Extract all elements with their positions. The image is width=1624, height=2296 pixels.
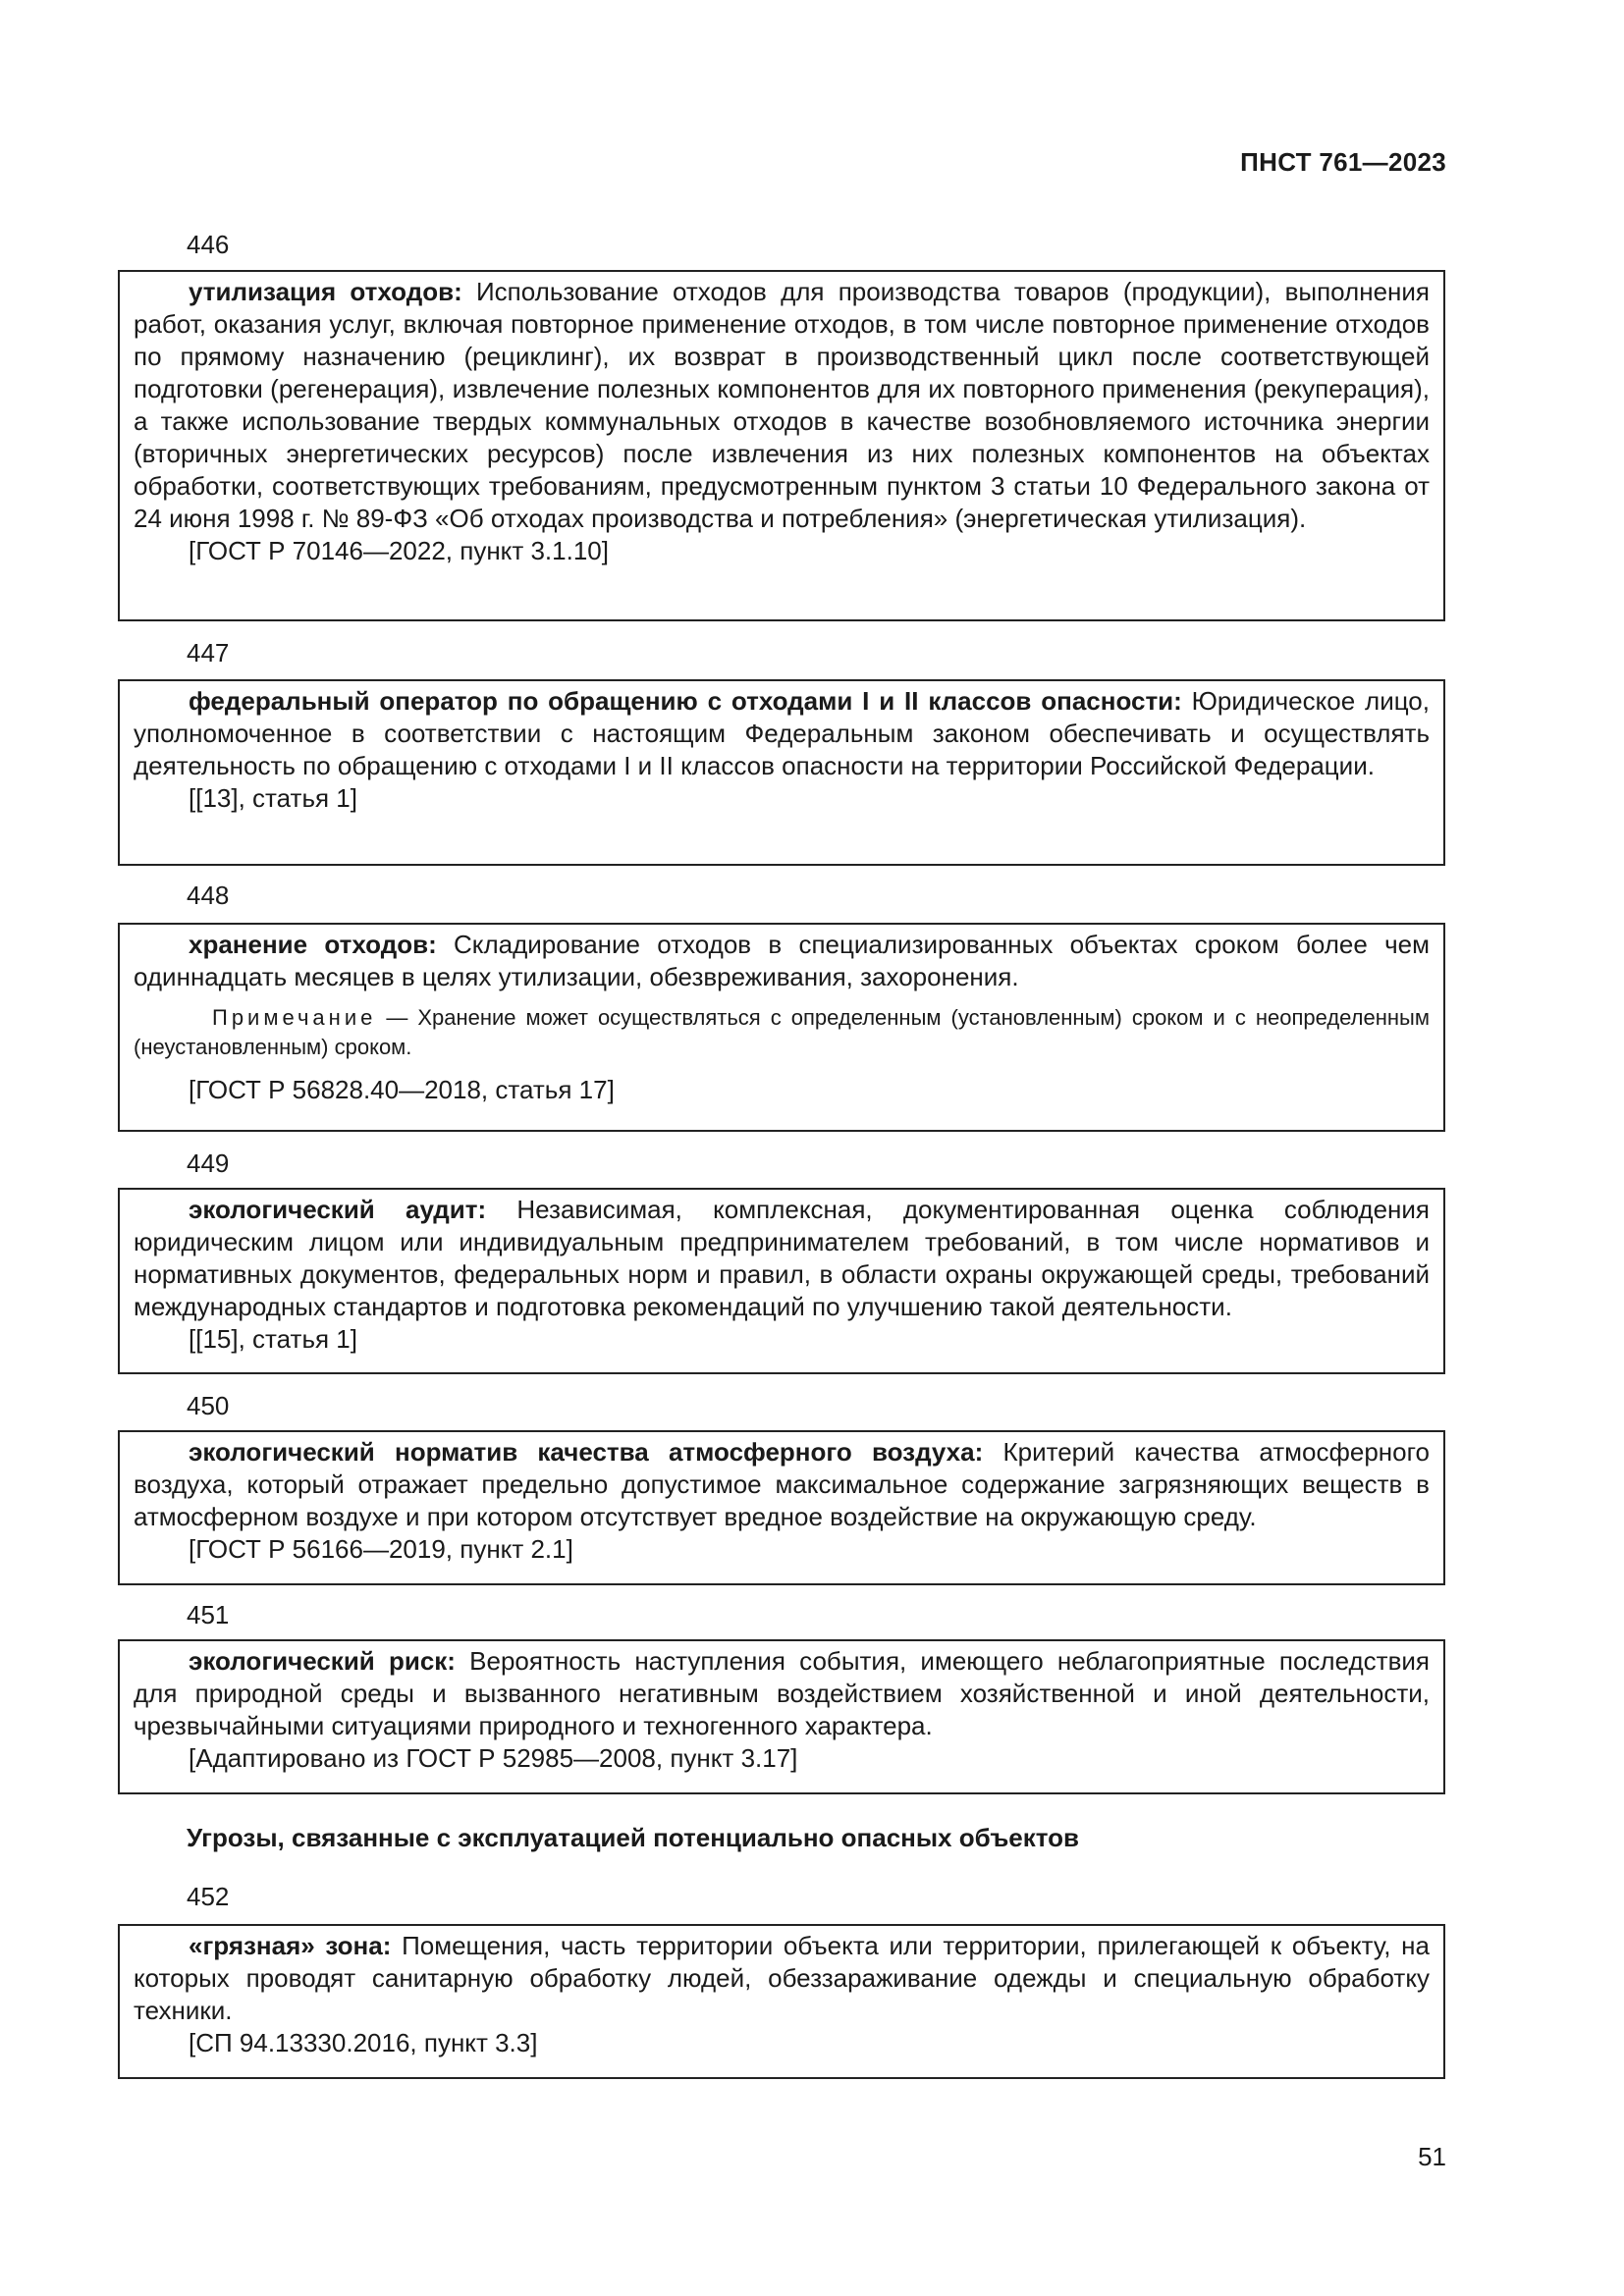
note-text: — Хранение может осуществляться с определенным (установленным) сроком и с неопределенным (неустановленным) сроком.	[134, 1005, 1430, 1059]
definition-text: Помещения, часть территории объекта или территории, прилегающей к объекту, на которых проводят санитарную обработку людей, обеззараживание одежды и специальную обработку техники.	[134, 1931, 1431, 2025]
term-box	[118, 923, 1445, 1132]
entry-number: 446	[187, 230, 230, 259]
entry-number: 449	[187, 1148, 230, 1178]
definition-text: Независимая, комплексная, документированная оценка соблюдения юридическим лицом или индивидуальным предпринимателем требований, в том числе нормативов и нормативных документов, федеральных норм и правил, в области охраны окружающей среды, требований международных стандартов и подготовка рекомендаций по улучшению такой деятельности.	[134, 1195, 1430, 1321]
term-definition	[134, 276, 1430, 535]
definition-text: Складирование отходов в специализированных объектах сроком более чем одиннадцать месяцев в целях утилизации, обезвреживания, захоронения.	[134, 930, 1431, 991]
term-source: [ГОСТ Р 56828.40—2018, статья 17]	[189, 1075, 615, 1104]
term-note	[134, 1003, 1430, 1062]
entry-number: 447	[187, 638, 230, 667]
term-box	[118, 270, 1445, 621]
term-name: экологический аудит:	[189, 1195, 487, 1224]
definition-text: Использование отходов для производства товаров (продукции), выполнения работ, оказания услуг, включая повторное применение отходов, в том числе повторное применение отходов по прямому назначению (рециклинг), их возврат в производственный цикл после соответствующей подготовки (регенерация), извлечение полезных компонентов для их повторного применения (рекуперация), а также использование твердых коммунальных отходов в качестве возобновляемого источника энергии (вторичных энергетических ресурсов) после извлечения из них полезных компонентов на объектах обработки, соответствующих требованиям, предусмотренным пунктом 3 статьи 10 Федерального закона от 24 июня 1998 г. № 89-ФЗ «Об отходах производства и потребления» (энергетическая утилизация).	[134, 277, 1430, 533]
term-definition	[134, 1436, 1430, 1533]
term-definition	[134, 685, 1430, 782]
note-label: Примечание	[212, 1005, 377, 1030]
term-name: экологический риск:	[189, 1646, 456, 1676]
definition-text: Критерий качества атмосферного воздуха, который отражает предельно допустимое максимальное содержание загрязняющих веществ в атмосферном воздухе и при котором отсутствует вредное воздействие на окружающую среду.	[134, 1437, 1430, 1531]
term-name: «грязная» зона:	[189, 1931, 392, 1960]
term-box	[118, 1188, 1445, 1374]
term-source: [[13], статья 1]	[189, 783, 357, 813]
term-box	[118, 1639, 1445, 1794]
term-source: [Адаптировано из ГОСТ Р 52985—2008, пункт 3.17]	[189, 1743, 798, 1773]
term-source: [СП 94.13330.2016, пункт 3.3]	[189, 2028, 538, 2057]
term-box	[118, 1430, 1445, 1585]
document-header: ПНСТ 761—2023	[1240, 147, 1446, 177]
definition-text: Юридическое лицо, уполномоченное в соответствии с настоящим Федеральным законом обеспечивать и осуществлять деятельность по обращению с отходами I и II классов опасности на территории Российской Федерации.	[134, 686, 1430, 780]
term-source: [[15], статья 1]	[189, 1324, 357, 1354]
page-number: 51	[1418, 2142, 1446, 2171]
term-source: [ГОСТ Р 70146—2022, пункт 3.1.10]	[189, 536, 609, 565]
definition-text: Вероятность наступления события, имеющего неблагоприятные последствия для природной среды и вызванного негативным воздействием хозяйственной и иной деятельности, чрезвычайными ситуациями природного и техногенного характера.	[134, 1646, 1430, 1740]
term-box	[118, 1924, 1445, 2079]
term-name: хранение отходов:	[189, 930, 437, 959]
term-definition	[134, 929, 1430, 993]
term-definition	[134, 1930, 1430, 2027]
entry-number: 450	[187, 1391, 230, 1420]
term-name: федеральный оператор по обращению с отходами I и II классов опасности:	[189, 686, 1182, 716]
term-name: утилизация отходов:	[189, 277, 462, 306]
entry-number: 451	[187, 1600, 230, 1629]
entry-number: 452	[187, 1882, 230, 1911]
term-definition	[134, 1194, 1430, 1323]
entry-number: 448	[187, 881, 230, 910]
section-heading: Угрозы, связанные с эксплуатацией потенциально опасных объектов	[187, 1823, 1080, 1852]
term-name: экологический норматив качества атмосферного воздуха:	[189, 1437, 984, 1467]
term-definition	[134, 1645, 1430, 1742]
term-box	[118, 679, 1445, 866]
term-source: [ГОСТ Р 56166—2019, пункт 2.1]	[189, 1534, 573, 1564]
